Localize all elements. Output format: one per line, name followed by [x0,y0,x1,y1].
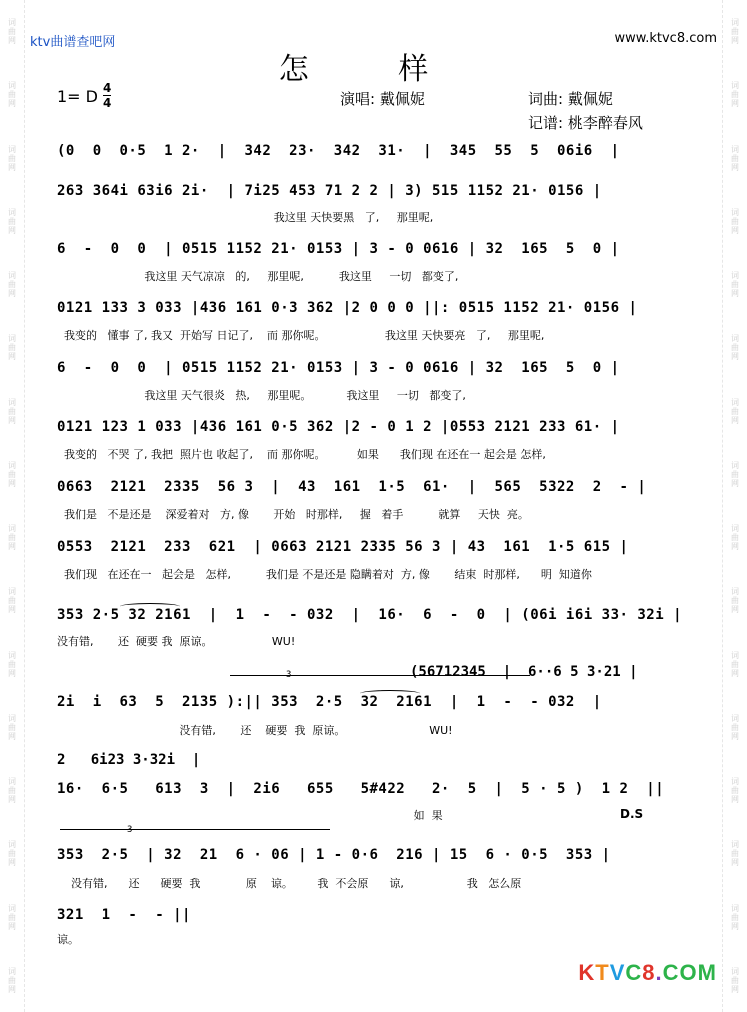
watermark: 词曲网 [7,207,17,235]
score-row-8-lyrics: 我们现 在还在一 起会是 怎样, 我们是 不是还是 隐瞒着对 方, 像 结束 时那样, 明 知道你 [57,568,592,581]
triplet-bracket [60,829,330,836]
logo-letter: V [609,960,626,985]
watermark: 词曲网 [730,18,740,46]
logo-letter: K [578,960,596,985]
watermark: 词曲网 [7,397,17,425]
watermark: 词曲网 [7,144,17,172]
logo-letter: . [655,960,663,985]
watermark: 词曲网 [730,840,740,868]
meter-top: 4 [103,81,112,95]
logo-letter: T [595,960,610,985]
watermark: 词曲网 [7,334,17,362]
watermark: 词曲网 [7,840,17,868]
key-signature: 1= D [57,87,98,106]
right-watermark-strip [722,0,747,1012]
watermark: 词曲网 [7,81,17,109]
score-row-3-notes: 6 - 0 0 | 0515 1152 21· 0153 | 3 - 0 0616 | 32 165 5 0 | [57,241,620,257]
score-row-9-lyrics: 没有错, 还 硬要 我 原谅。 WU! [57,635,296,648]
score-row-4-lyrics: 我变的 懂事 了, 我又 开始写 日记了, 而 那你呢。 我这里 天快要亮 了, 那里呢, [57,329,545,342]
score-row-2-notes: 263 364i 63i6 2i· | 7i25 453 71 2 2 | 3) 515 1152 21· 0156 | [57,183,602,199]
score-row-3-lyrics: 我这里 天气凉凉 的, 那里呢, 我这里 一切 都变了, [57,270,459,283]
watermark: 词曲网 [730,777,740,805]
transcriber-credit: 记谱: 桃李醉春风 [528,114,643,132]
slur [120,603,180,610]
meter-bottom: 4 [103,96,112,110]
triplet-mark: 3 [286,670,292,680]
watermark: 词曲网 [730,397,740,425]
left-watermark-strip [0,0,25,1012]
score-row-6-notes: 0121 123 1 033 |436 161 0·5 362 |2 - 0 1 2 |0553 2121 233 61· | [57,419,620,435]
slur [360,690,420,697]
upper-voice-2: 2 6i23 3·32i | [57,752,201,768]
score-row-13-notes: 321 1 - - || [57,907,191,923]
watermark: 词曲网 [730,713,740,741]
score-row-10-notes: 2i i 63 5 2135 ):|| 353 2·5 32 2161 | 1 - - 032 | [57,694,602,710]
score-row-6-lyrics: 我变的 不哭 了, 我把 照片也 收起了, 而 那你呢。 如果 我们现 在还在一 起会是 怎样, [57,448,546,461]
score-row-5-lyrics: 我这里 天气很炎 热, 那里呢。 我这里 一切 都变了, [57,389,466,402]
song-title: 怎 样 [278,52,469,87]
watermark: 词曲网 [730,207,740,235]
watermark: 词曲网 [7,271,17,299]
watermark: 词曲网 [7,966,17,994]
logo-letter: 8 [642,960,656,985]
site-link-left[interactable]: ktv曲谱查吧网 [30,35,116,50]
watermark: 词曲网 [7,777,17,805]
watermark: 词曲网 [7,650,17,678]
watermark: 词曲网 [7,587,17,615]
logo-letter: COM [662,960,717,985]
score-row-11-notes: 16· 6·5 613 3 | 2i6 655 5#422 2· 5 | 5 · 5 ) 1 2 || [57,781,665,797]
score-row-12-notes: 353 2·5 | 32 21 6 · 06 | 1 - 0·6 216 | 15 6 · 0·5 353 | [57,847,611,863]
watermark: 词曲网 [7,524,17,552]
watermark: 词曲网 [730,587,740,615]
watermark: 词曲网 [730,81,740,109]
watermark: 词曲网 [730,271,740,299]
triplet-mark-2: 3 [127,825,133,835]
score-row-9-notes: 353 2·5 32 2161 | 1 - - 032 | 16· 6 - 0 | (06i i6i 33· 32i | [57,607,683,623]
logo-letter: C [625,960,643,985]
slur-guide [60,138,690,144]
score-row-4-notes: 0121 133 3 033 |436 161 0·3 362 |2 0 0 0 ||: 0515 1152 21· 0156 | [57,300,638,316]
score-row-8-notes: 0553 2121 233 621 | 0663 2121 2335 56 3 | 43 161 1·5 615 | [57,539,629,555]
watermark: 词曲网 [730,966,740,994]
score-row-12-lyrics: 没有错, 还 硬要 我 原 谅。 我 不会原 谅, 我 怎么原 [57,877,522,890]
score-row-11-lyrics: 如 果 [57,809,443,822]
triplet-bracket [230,675,530,682]
time-signature [103,82,111,109]
watermark: 词曲网 [730,460,740,488]
singer-credit: 演唱: 戴佩妮 [340,90,425,108]
watermark: 词曲网 [730,334,740,362]
site-link-right[interactable]: www.ktvc8.com [614,31,717,46]
watermark: 词曲网 [730,144,740,172]
watermark: 词曲网 [730,650,740,678]
score-row-10-lyrics: 没有错, 还 硬要 我 原谅。 WU! [57,724,453,737]
score-row-1-notes: (0 0 0·5 1 2· | 342 23· 342 31· | 345 55 5 06i6 | [57,143,620,159]
watermark: 词曲网 [7,18,17,46]
dal-segno-mark: D.S [620,807,644,821]
watermark: 词曲网 [730,903,740,931]
score-row-7-notes: 0663 2121 2335 56 3 | 43 161 1·5 61· | 565 5322 2 - | [57,479,647,495]
composer-credit: 词曲: 戴佩妮 [528,90,613,108]
watermark: 词曲网 [7,903,17,931]
score-row-7-lyrics: 我们是 不是还是 深爱着对 方, 像 开始 时那样, 握 着手 就算 天快 亮。 [57,508,529,521]
score-row-2-lyrics: 我这里 天快要黑 了, 那里呢, [57,211,434,224]
score-row-5-notes: 6 - 0 0 | 0515 1152 21· 0153 | 3 - 0 0616 | 32 165 5 0 | [57,360,620,376]
watermark: 词曲网 [7,713,17,741]
watermark: 词曲网 [730,524,740,552]
ktvc8-logo[interactable] [578,960,717,986]
watermark: 词曲网 [7,460,17,488]
score-row-13-lyrics: 谅。 [57,933,79,946]
upper-voice-1: (56712345 | 6··6 5 3·21 | [410,664,638,680]
